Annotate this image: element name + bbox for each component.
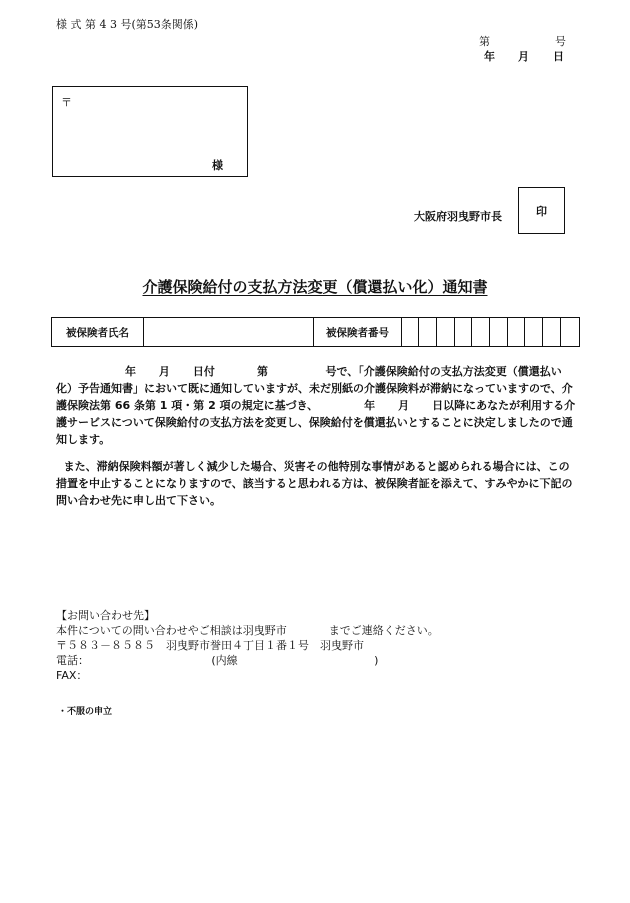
insured-info-table	[51, 317, 580, 347]
form-number: 様 式 第 4 3 号(第53条関係)	[56, 18, 199, 31]
document-number-suffix: 号	[555, 35, 566, 48]
notice-paragraph-2-text: また、滞納保険料額が著しく減少した場合、災害その他特別な事情があると認められる場合には、この措置を中止することになりますので、該当すると思われる方は、被保険者証を添えて、すみやかに下記の問い合わせ先に申し出て下さい。	[56, 460, 573, 507]
notice-text-2: 日以降にあなたが利用する介護サービスについて保険給付の支払方法を変更し、保険給付を償還払いとすることに決定しましたので通知します。	[56, 399, 576, 446]
seal-label: 印	[536, 204, 547, 218]
date-year-label: 年	[484, 50, 495, 63]
document-title: 介護保険給付の支払方法変更（償還払い化）通知書	[142, 278, 488, 296]
insured-number-digit	[525, 318, 543, 347]
insured-name-cell	[144, 318, 314, 347]
insured-number-digit	[561, 318, 580, 347]
appeal-note: ・不服の申立	[58, 707, 113, 717]
contact-line-1-a: 本件についての問い合わせやご相談は羽曳野市	[56, 624, 287, 637]
insured-number-label: 被保険者番号	[314, 318, 402, 347]
insured-number-digit	[543, 318, 561, 347]
notice-year: 年	[124, 365, 136, 378]
contact-section	[56, 608, 439, 683]
extension-open: (内線	[211, 654, 238, 667]
notice-year-2: 年	[364, 399, 376, 412]
insured-number-digit	[419, 318, 437, 347]
fax-label: FAX：	[56, 669, 88, 682]
document-number-label: 第	[479, 35, 490, 48]
notice-dated: 日付	[192, 365, 215, 378]
date-day-label: 日	[553, 50, 564, 63]
issuer-name: 大阪府羽曳野市長	[414, 210, 502, 223]
postal-mark: 〒	[61, 96, 72, 109]
notice-paragraph-1	[56, 363, 576, 448]
seal-box	[518, 187, 565, 234]
phone-label: 電話：	[56, 654, 89, 667]
date-month-label: 月	[518, 50, 529, 63]
insured-number-digit	[472, 318, 490, 347]
contact-address: 〒５８３－８５８５ 羽曳野市誉田４丁目１番１号 羽曳野市	[56, 639, 364, 652]
insured-number-digit	[490, 318, 508, 347]
document-title-row	[0, 276, 630, 297]
contact-phone-line	[56, 653, 439, 668]
notice-dai: 第	[257, 365, 269, 378]
notice-month-2: 月	[398, 399, 410, 412]
insured-number-digit	[455, 318, 472, 347]
notice-text-1: 号で、「介護保険給付の支払方法変更（償還払い化）予告通知書」において既に通知していますが、未だ別紙の介護保険料が滞納になっていますので、介護保険法第 66 条第 1 項・第 2 項の規定に基づき、	[56, 365, 573, 412]
insured-number-digit	[402, 318, 419, 347]
contact-line-1-b: までご連絡ください。	[328, 624, 439, 637]
contact-heading: 【お問い合わせ先】	[56, 609, 155, 622]
notice-month: 月	[158, 365, 170, 378]
extension-close: )	[374, 654, 379, 667]
insured-name-label: 被保険者氏名	[52, 318, 144, 347]
recipient-honorific: 様	[212, 159, 223, 172]
contact-line-1	[56, 623, 439, 638]
insured-number-digit	[437, 318, 455, 347]
notice-paragraph-2	[56, 458, 576, 509]
insured-number-digit	[508, 318, 525, 347]
